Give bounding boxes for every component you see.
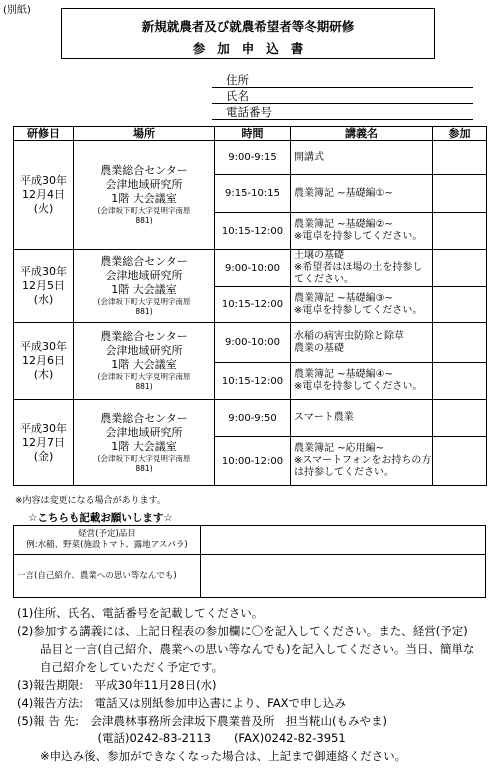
instruction-line: (1)住所、氏名、電話番号を記載してください。 — [17, 606, 264, 620]
time-cell: 9:00-9:15 — [215, 141, 291, 175]
lecture-line: 農業の基礎 — [294, 342, 344, 354]
place-line: 農業総合センター — [100, 164, 188, 177]
lecture-line: てください。 — [294, 274, 354, 285]
date-day: 12月7日 — [22, 435, 65, 449]
address-label: 住所 — [226, 73, 249, 87]
place-cell — [74, 250, 215, 323]
header-time: 時間 — [215, 127, 291, 141]
phone-label: 電話番号 — [226, 105, 272, 119]
place-address: (会津坂下町大字見明字南原 — [97, 206, 191, 215]
attend-cell[interactable] — [433, 250, 487, 287]
address-field[interactable] — [212, 72, 473, 88]
business-items-example: 例:水稲、野菜(施設トマト、露地アスパラ) — [26, 540, 188, 550]
date-weekday: (金) — [33, 449, 54, 463]
attend-cell[interactable] — [433, 141, 487, 175]
place-line: 会津地域研究所 — [105, 425, 183, 439]
date-cell — [14, 323, 74, 400]
lecture-line: は持参してください。 — [294, 467, 394, 478]
date-cell — [14, 400, 74, 486]
date-year: 平成30年 — [20, 174, 67, 187]
table-row — [14, 250, 487, 287]
lecture-cell — [291, 175, 433, 213]
date-year: 平成30年 — [20, 340, 67, 353]
lecture-line: 水稲の病害虫防除と除草 — [294, 330, 404, 342]
instruction-line: ※申込み後、参加ができなくなった場合は、上記まで御連絡ください。 — [17, 749, 407, 763]
business-box — [13, 525, 486, 598]
lecture-cell — [291, 141, 433, 175]
place-line: 農業総合センター — [100, 411, 188, 425]
date-day: 12月5日 — [22, 279, 65, 292]
place-line: 農業総合センター — [100, 255, 188, 268]
time-cell: 9:00-10:00 — [215, 323, 291, 363]
place-line: 会津地域研究所 — [105, 269, 183, 282]
lecture-line: ※電卓を持参してください。 — [294, 381, 423, 392]
lecture-line: 農業簿記 ~基礎編③~ — [294, 292, 393, 304]
attend-cell[interactable] — [433, 175, 487, 213]
date-weekday: (木) — [33, 368, 54, 381]
attend-cell[interactable] — [433, 323, 487, 363]
place-cell — [74, 141, 215, 250]
time-cell: 9:00-9:50 — [215, 400, 291, 437]
header-attend: 参加 — [433, 127, 487, 141]
table-row — [14, 141, 487, 175]
time-cell: 10:00-12:00 — [215, 437, 291, 486]
place-line: 会津地域研究所 — [105, 178, 183, 191]
name-label: 氏名 — [226, 89, 249, 103]
time-cell: 10:15-12:00 — [215, 287, 291, 323]
lecture-cell — [291, 437, 433, 486]
place-line: 1階 大会議室 — [111, 439, 177, 453]
attend-cell[interactable] — [433, 400, 487, 437]
change-note: ※内容は変更になる場合があります。 — [15, 496, 166, 506]
also-fill-note: ☆こちらも記載お願いします☆ — [28, 512, 173, 524]
place-line: 1階 大会議室 — [111, 283, 177, 296]
time-cell: 10:15-12:00 — [215, 363, 291, 400]
header-date: 研修日 — [14, 127, 74, 141]
instruction-line: 品目と一言(自己紹介、農業への思い等なんでも)を記入してください。当日、簡単な — [17, 642, 475, 656]
date-year: 平成30年 — [20, 421, 67, 435]
date-weekday: (火) — [33, 202, 54, 215]
form-subtitle: 参加申込書 — [192, 41, 316, 56]
self-intro-label: 一言(自己紹介、農業への思い等なんでも) — [14, 554, 201, 598]
instruction-line: 自己紹介をしていただく予定です。 — [17, 660, 224, 674]
lecture-cell — [291, 213, 433, 250]
lecture-cell — [291, 250, 433, 287]
instruction-line: (3)報告期限: 平成30年11月28日(水) — [17, 678, 217, 692]
attend-cell[interactable] — [433, 213, 487, 250]
business-items-title: 経営(予定)品目 — [78, 529, 136, 539]
instruction-line: (5)報 告 先: 会津農林事務所会津坂下農業普及所 担当糀山(もみやま) — [17, 714, 387, 728]
phone-field[interactable] — [212, 104, 473, 120]
lecture-line: 農業簿記 ~基礎編①~ — [294, 187, 393, 199]
place-address: 881) — [135, 382, 153, 391]
date-day: 12月4日 — [22, 188, 65, 201]
place-line: 会津地域研究所 — [105, 344, 183, 357]
name-field[interactable] — [212, 88, 473, 104]
date-weekday: (水) — [33, 293, 54, 306]
place-line: 1階 大会議室 — [111, 192, 177, 205]
lecture-line: 農業簿記 ~基礎編②~ — [294, 219, 393, 230]
table-row — [14, 400, 487, 437]
instruction-line: (電話)0242-83-2113 (FAX)0242-82-3951 — [17, 731, 346, 745]
table-row — [14, 323, 487, 363]
date-year: 平成30年 — [20, 265, 67, 278]
place-address: 881) — [135, 463, 153, 473]
lecture-line: ※電卓を持参してください。 — [294, 304, 423, 316]
attend-cell[interactable] — [433, 363, 487, 400]
lecture-line: ※希望者はほ場の土を持参し — [294, 262, 423, 273]
date-day: 12月6日 — [22, 354, 65, 367]
place-cell — [74, 323, 215, 400]
lecture-line: 開講式 — [294, 151, 324, 163]
lecture-line: 土壌の基礎 — [294, 250, 344, 261]
lecture-line: ※スマートフォンをお持ちの方 — [294, 455, 432, 466]
date-cell — [14, 141, 74, 250]
attend-cell[interactable] — [433, 437, 487, 486]
place-address: (会津坂下町大字見明字南原 — [97, 297, 191, 306]
time-cell: 10:15-12:00 — [215, 213, 291, 250]
lecture-cell — [291, 363, 433, 400]
lecture-cell — [291, 323, 433, 363]
schedule-header-row — [14, 127, 487, 141]
lecture-line: 農業簿記 ~基礎編④~ — [294, 369, 393, 380]
schedule-table — [13, 126, 487, 486]
time-cell: 9:15-10:15 — [215, 175, 291, 213]
header-lecture: 講義名 — [291, 127, 433, 141]
attend-cell[interactable] — [433, 287, 487, 323]
header-place: 場所 — [74, 127, 215, 141]
lecture-line: スマート農業 — [294, 412, 354, 423]
lecture-cell — [291, 400, 433, 437]
lecture-cell — [291, 287, 433, 323]
title-box — [61, 8, 435, 59]
instruction-line: (4)報告方法: 電話又は別紙参加申込書により、FAXで申し込み — [17, 696, 346, 710]
form-title: 新規就農者及び就農希望者等冬期研修 — [141, 19, 355, 34]
place-cell — [74, 400, 215, 486]
place-address: 881) — [135, 216, 153, 225]
place-line: 農業総合センター — [100, 330, 188, 343]
place-address: (会津坂下町大字見明字南原 — [97, 453, 191, 463]
date-cell — [14, 250, 74, 323]
instruction-line: (2)参加する講義には、上記日程表の参加欄に〇を記入してください。また、経営(予定) — [17, 624, 468, 638]
attachment-label: (別紙) — [3, 5, 31, 16]
place-address: (会津坂下町大字見明字南原 — [97, 372, 191, 381]
lecture-line: ※電卓を持参してください。 — [294, 231, 423, 242]
place-address: 881) — [135, 307, 153, 316]
lecture-line: 農業簿記 ~応用編~ — [294, 443, 384, 454]
place-line: 1階 大会議室 — [111, 358, 177, 371]
business-items-label — [14, 526, 201, 554]
business-items-input[interactable] — [201, 526, 486, 554]
self-intro-input[interactable] — [201, 554, 486, 598]
time-cell: 9:00-10:00 — [215, 250, 291, 287]
